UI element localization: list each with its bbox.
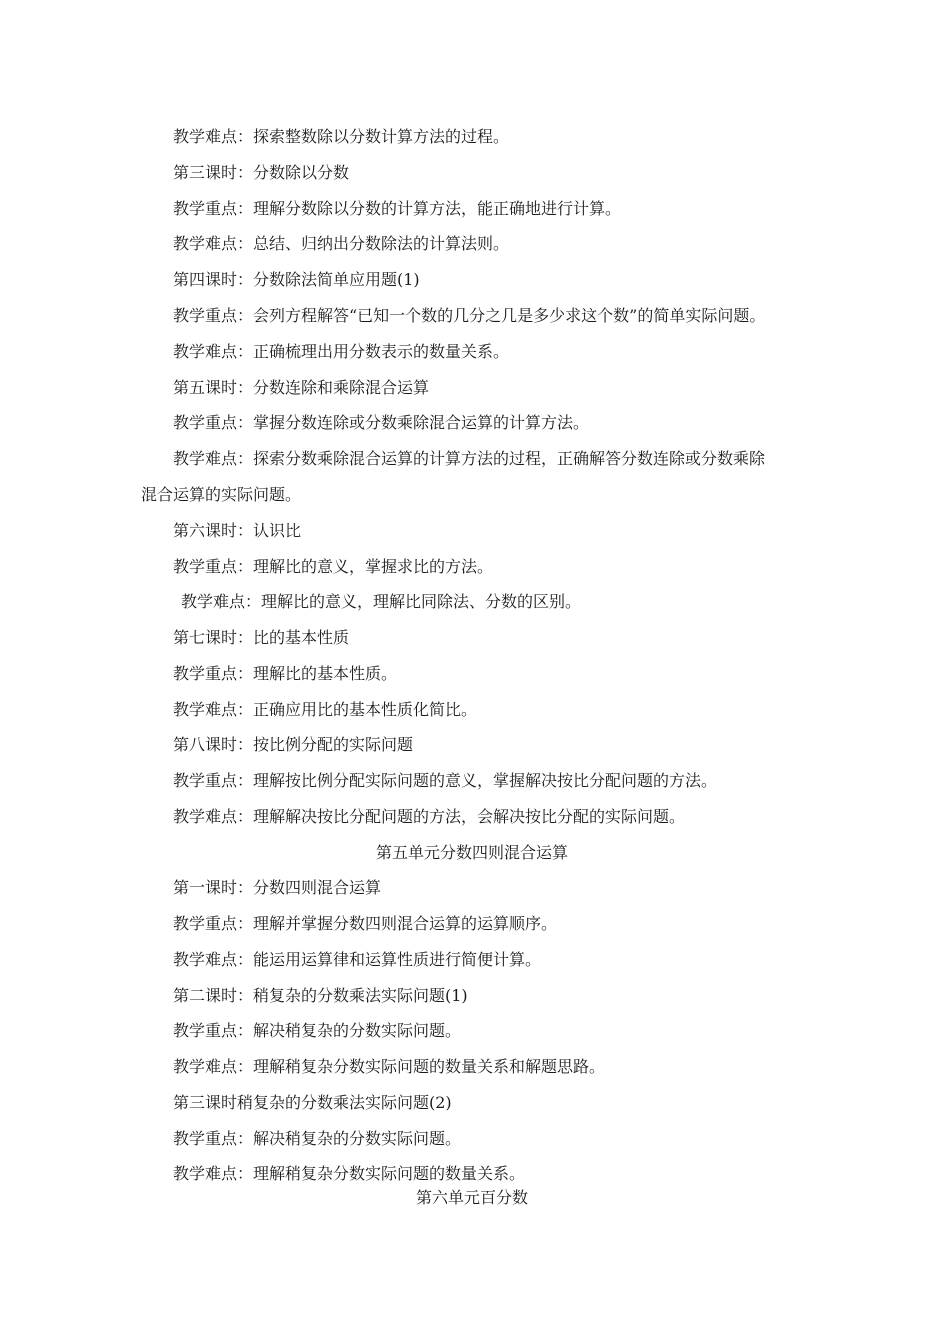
text-line: 教学重点：理解比的基本性质。 (173, 664, 398, 683)
unit-title: 第六单元百分数 (415, 1188, 528, 1207)
text-line: 教学重点：解决稍复杂的分数实际问题。 (173, 1129, 462, 1148)
lesson-heading: 第五课时：分数连除和乘除混合运算 (173, 378, 430, 397)
text-line: 教学难点：探索整数除以分数计算方法的过程。 (173, 127, 510, 146)
lesson-heading: 第六课时：认识比 (173, 521, 302, 540)
text-line: 教学难点：理解稍复杂分数实际问题的数量关系和解题思路。 (173, 1057, 606, 1076)
text-line: 教学重点：会列方程解答“已知一个数的几分之几是多少求这个数”的简单实际问题。 (173, 306, 766, 325)
text-line: 教学重点：掌握分数连除或分数乘除混合运算的计算方法。 (173, 413, 590, 432)
text-line: 教学难点：能运用运算律和运算性质进行简便计算。 (173, 950, 542, 969)
lesson-heading: 第一课时：分数四则混合运算 (173, 878, 382, 897)
lesson-heading: 第三课时稍复杂的分数乘法实际问题(2) (173, 1093, 452, 1112)
text-line: 教学难点：探索分数乘除混合运算的计算方法的过程，正确解答分数连除或分数乘除 (173, 449, 766, 468)
lesson-heading: 第二课时：稍复杂的分数乘法实际问题(1) (173, 986, 468, 1005)
text-line: 教学重点：解决稍复杂的分数实际问题。 (173, 1021, 462, 1040)
text-line: 教学重点：理解比的意义，掌握求比的方法。 (173, 557, 494, 576)
text-line: 教学难点：理解稍复杂分数实际问题的数量关系。 (173, 1164, 526, 1183)
text-line: 教学难点：理解比的意义，理解比同除法、分数的区别。 (181, 592, 582, 611)
lesson-heading: 第三课时：分数除以分数 (173, 163, 350, 182)
text-line: 教学难点：正确梳理出用分数表示的数量关系。 (173, 342, 510, 361)
text-line-continuation: 混合运算的实际问题。 (141, 485, 302, 504)
lesson-heading: 第四课时：分数除法简单应用题(1) (173, 270, 420, 289)
text-line: 教学难点：总结、归纳出分数除法的计算法则。 (173, 234, 510, 253)
text-line: 教学难点：正确应用比的基本性质化简比。 (173, 700, 478, 719)
text-line: 教学重点：理解分数除以分数的计算方法，能正确地进行计算。 (173, 199, 622, 218)
unit-title: 第五单元分数四则混合运算 (375, 843, 568, 862)
text-line: 教学难点：理解解决按比分配问题的方法，会解决按比分配的实际问题。 (173, 807, 686, 826)
text-line: 教学重点：理解按比例分配实际问题的意义，掌握解决按比分配问题的方法。 (173, 771, 718, 790)
text-line: 教学重点：理解并掌握分数四则混合运算的运算顺序。 (173, 914, 558, 933)
lesson-heading: 第七课时：比的基本性质 (173, 628, 350, 647)
lesson-heading: 第八课时：按比例分配的实际问题 (173, 735, 414, 754)
